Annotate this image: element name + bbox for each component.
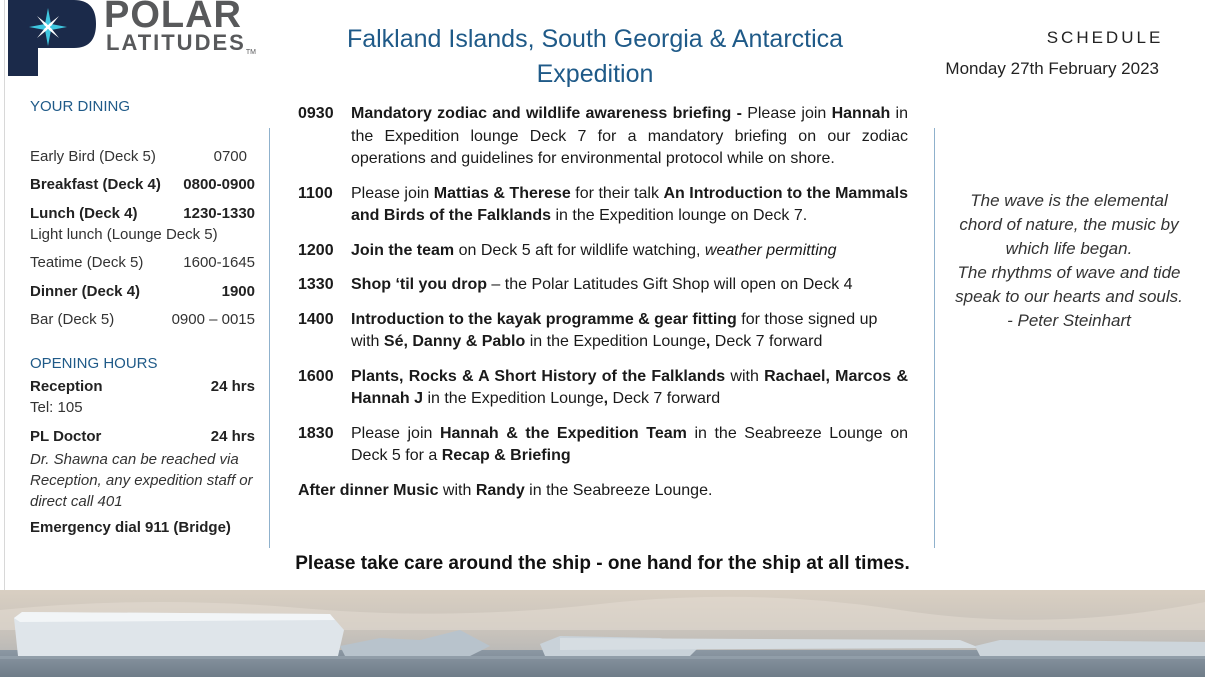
- doctor-hours: 24 hrs: [210, 428, 255, 445]
- event-time: 1100: [298, 184, 333, 202]
- quote-line: The wave is the elemental: [970, 191, 1168, 210]
- left-divider: [269, 128, 270, 548]
- dining-row-bar: [30, 311, 255, 355]
- page-title: [335, 22, 855, 92]
- schedule-date: Monday 27th February 2023: [945, 59, 1159, 78]
- event-description: Join the team on Deck 5 aft for wildlife watching, weather permitting: [351, 241, 837, 259]
- polar-latitudes-logo: [8, 0, 308, 76]
- compass-star-icon: [8, 0, 98, 76]
- dining-row-dinner: [30, 283, 255, 311]
- dining-name: Light lunch (Lounge Deck 5): [30, 226, 218, 243]
- dining-time: 0800-0900: [183, 176, 255, 193]
- dining-name: Dinner (Deck 4): [30, 283, 141, 300]
- page-edge: [4, 0, 5, 677]
- reception-hours: 24 hrs: [210, 378, 255, 395]
- schedule-item-1600: [298, 366, 908, 411]
- quote-line: which life began.: [1005, 239, 1133, 258]
- dining-heading: YOUR DINING: [30, 98, 131, 115]
- dining-time: 0900 – 0015: [171, 311, 255, 328]
- left-info-column: [30, 98, 255, 536]
- safety-notice: Please take care around the ship - one hand for the ship at all times.: [295, 553, 910, 574]
- schedule-label: SCHEDULE: [1046, 28, 1164, 47]
- event-description: Shop ‘til you drop – the Polar Latitudes Gift Shop will open on Deck 4: [351, 276, 853, 293]
- schedule-item-1400: [298, 309, 908, 354]
- doctor-row: [30, 428, 255, 449]
- quote-line: speak to our hearts and souls.: [955, 287, 1183, 306]
- quote-block: [944, 189, 1194, 333]
- schedule-list: [298, 103, 908, 502]
- dining-time: 0700: [213, 148, 247, 165]
- event-description: Plants, Rocks & A Short History of the Falklands with Rachael, Marcos & Hannah J in the Expedition Lounge, Deck 7 forward: [351, 367, 909, 407]
- dining-time: 1230-1330: [183, 205, 255, 222]
- opening-hours-heading: OPENING HOURS: [30, 355, 158, 372]
- event-time: 1830: [298, 424, 334, 442]
- schedule-item-after-dinner: After dinner Music with Randy in the Seabreeze Lounge.: [298, 481, 713, 499]
- dining-time: 1600-1645: [183, 254, 255, 271]
- doctor-label: PL Doctor: [30, 428, 102, 445]
- iceberg-banner-image: [0, 590, 1205, 677]
- quote-author: - Peter Steinhart: [1007, 311, 1131, 330]
- schedule-item-1200: [298, 240, 908, 263]
- dining-row-breakfast: [30, 176, 255, 205]
- schedule-item-1830: [298, 423, 908, 468]
- event-time: 1200: [298, 241, 334, 259]
- dining-name: Bar (Deck 5): [30, 311, 115, 328]
- event-description: Introduction to the kayak programme & gear fitting for those signed up with Sé, Danny & Pablo in the Expedition Lounge, Deck 7 forward: [351, 310, 878, 350]
- reception-label: Reception: [30, 378, 103, 395]
- emergency-line: Emergency dial 911 (Bridge): [30, 519, 231, 536]
- reception-tel: Tel: 105: [30, 399, 83, 416]
- logo-word-latitudes: LATITUDESTM: [106, 30, 256, 56]
- quote-line: chord of nature, the music by: [959, 215, 1179, 234]
- event-description: Mandatory zodiac and wildlife awareness briefing - Please join Hannah in the Expedition lounge Deck 7 for a mandatory briefing on our zodiac operations and guidelines for environmental protocol while on shore.: [351, 105, 909, 167]
- schedule-item-1100: [298, 183, 908, 228]
- schedule-item-0930: [298, 103, 908, 171]
- event-description: Please join Hannah & the Expedition Team in the Seabreeze Lounge on Deck 5 for a Recap & Briefing: [351, 424, 908, 464]
- right-divider: [934, 128, 935, 548]
- dining-row-light-lunch: [30, 226, 255, 254]
- title-line-2: Expedition: [536, 60, 654, 88]
- dining-row-early-bird: [30, 148, 255, 176]
- reception-row: [30, 378, 255, 399]
- logo-word-polar: POLAR: [104, 0, 242, 36]
- doctor-note: Dr. Shawna can be reached via Reception, any expedition staff or direct call 401: [30, 451, 253, 510]
- dining-row-lunch: [30, 205, 255, 226]
- dining-name: Early Bird (Deck 5): [30, 148, 156, 165]
- dining-row-teatime: [30, 254, 255, 283]
- trademark-mark: TM: [245, 49, 256, 56]
- event-time: 1400: [298, 310, 334, 328]
- dining-name: Lunch (Deck 4): [30, 205, 138, 222]
- event-time: 1330: [298, 276, 334, 293]
- dining-name: Teatime (Deck 5): [30, 254, 144, 271]
- dining-name: Breakfast (Deck 4): [30, 176, 161, 193]
- schedule-item-1330: [298, 274, 908, 297]
- title-line-1: Falkland Islands, South Georgia & Antarctica: [346, 25, 844, 53]
- quote-line: The rhythms of wave and tide: [957, 263, 1181, 282]
- dining-time: 1900: [221, 283, 255, 300]
- event-description: Please join Mattias & Therese for their talk An Introduction to the Mammals and Birds of the Falklands in the Expedition lounge on Deck 7.: [351, 184, 909, 224]
- event-time: 0930: [298, 105, 334, 122]
- event-time: 1600: [298, 367, 334, 385]
